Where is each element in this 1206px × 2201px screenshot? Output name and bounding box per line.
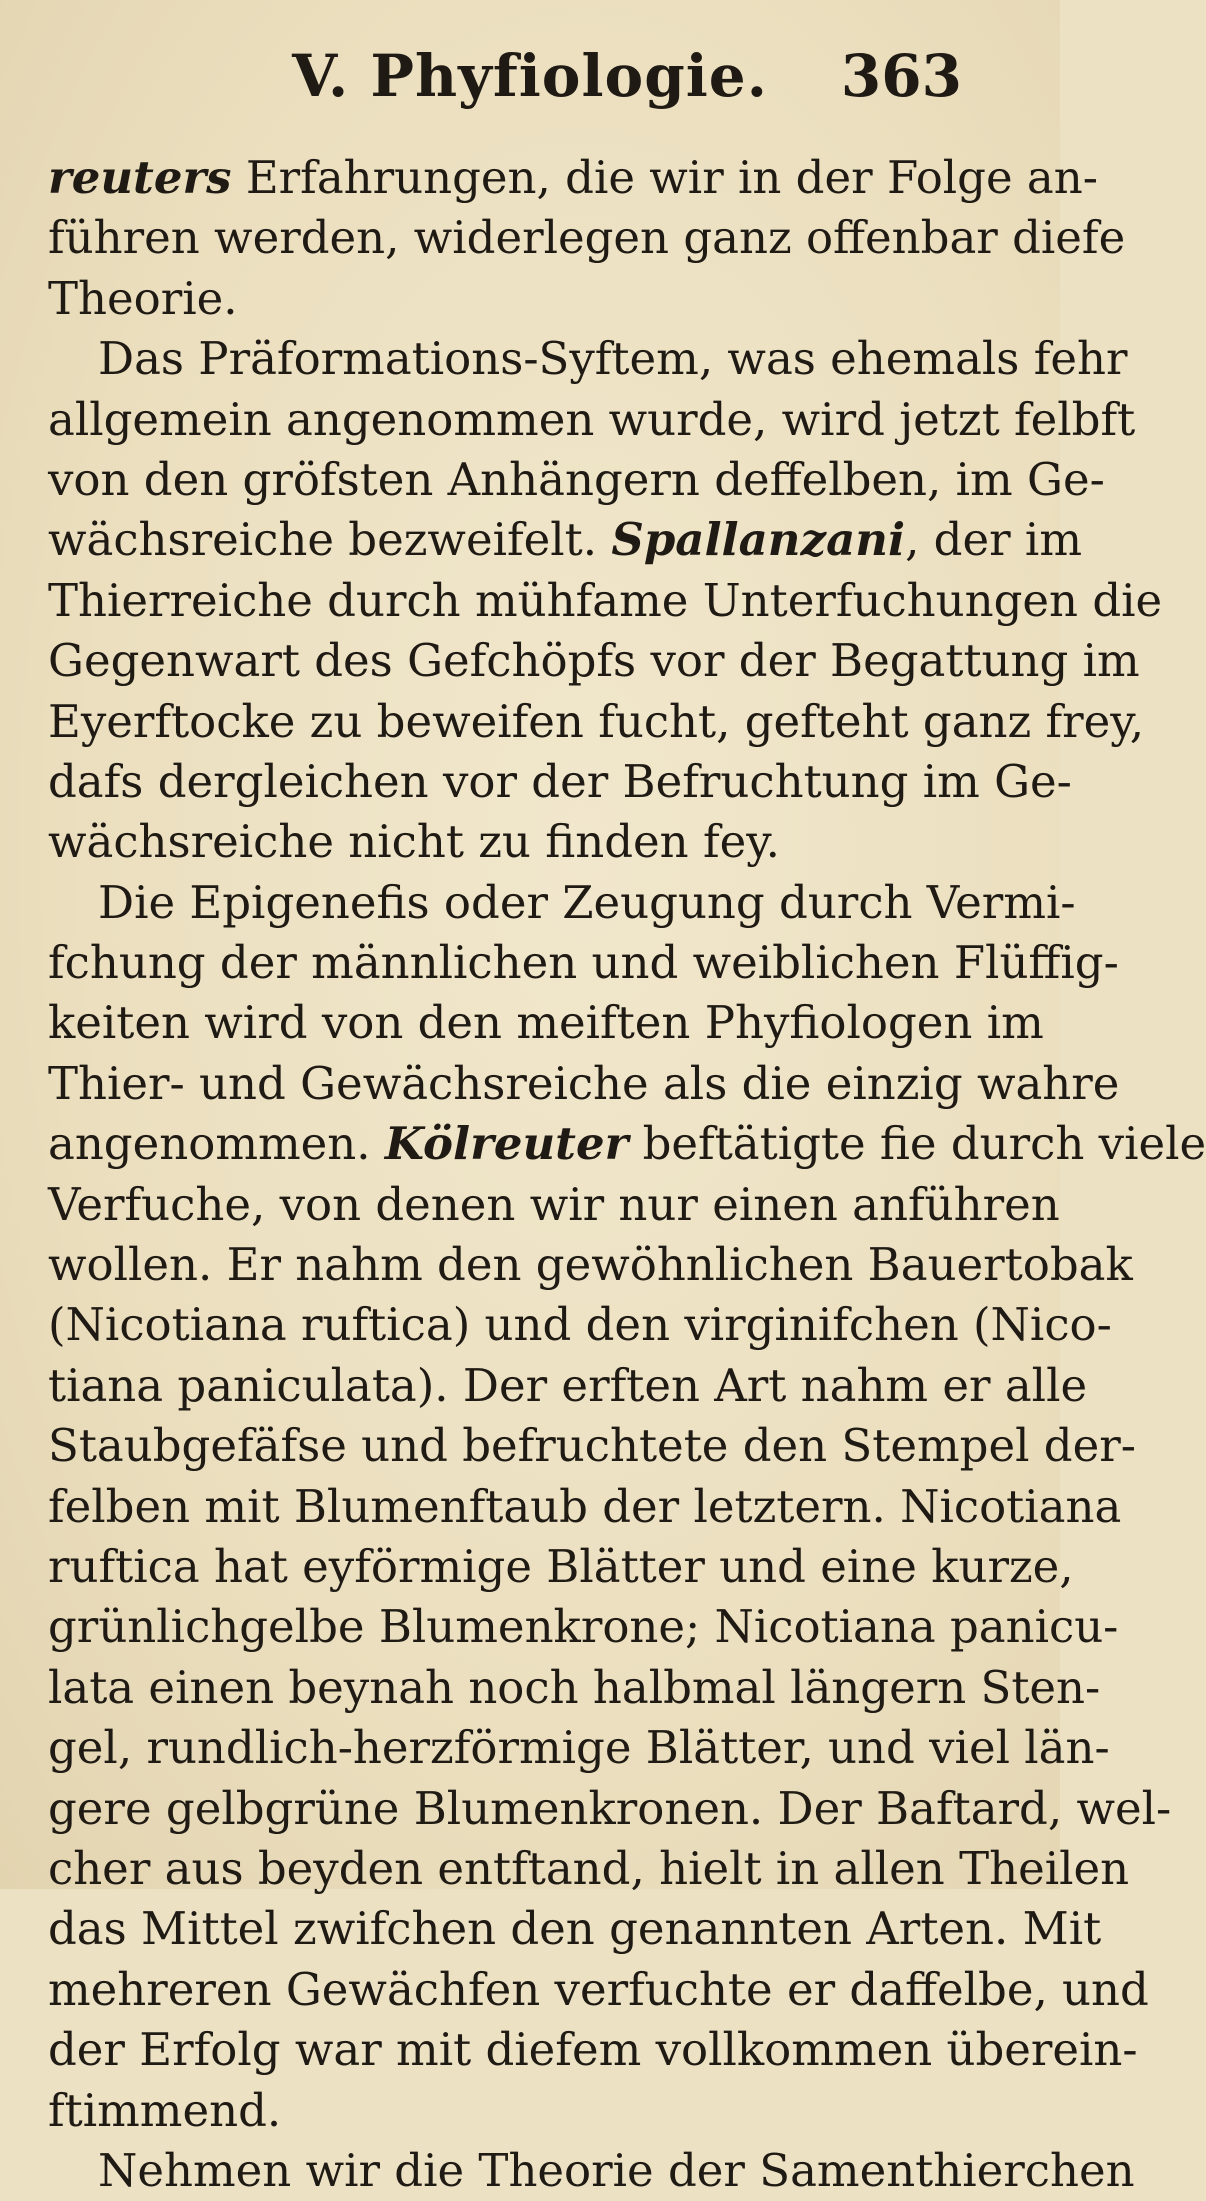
text-segment: allgemein angenommen wurde, wird jetzt felbft: [48, 392, 1136, 446]
text-segment: mehreren Gewächfen verfuchte er daffelbe, und: [48, 1962, 1149, 2016]
text-segment: wollen. Er nahm den gewöhnlichen Bauertobak: [48, 1238, 1133, 1292]
text-segment: Eyerftocke zu beweifen fucht, gefteht ganz frey,: [48, 694, 1145, 748]
text-line: [48, 752, 1072, 812]
text-line: [48, 2020, 1138, 2080]
text-segment: Theorie.: [48, 271, 238, 325]
text-segment: Verfuche, von denen wir nur einen anführen: [48, 1177, 1060, 1231]
text-line: [48, 1477, 1122, 1537]
text-segment: Staubgefäfse und befruchtete den Stempel der-: [48, 1419, 1136, 1473]
text-line: [48, 1899, 1102, 1959]
text-line: [48, 993, 1044, 1053]
text-segment: Die Epigenefis oder Zeugung durch Vermi-: [98, 875, 1076, 929]
text-segment: wächsreiche nicht zu finden fey.: [48, 815, 780, 869]
text-segment: ftimmend.: [48, 2083, 282, 2137]
text-segment: Gegenwart des Gefchöpfs vor der Begattung im: [48, 634, 1140, 688]
italic-name: Kölreuter: [384, 1117, 629, 1171]
text-segment: (Nicotiana ruftica) und den virginifchen (Nico-: [48, 1298, 1112, 1352]
text-line: [48, 1356, 1088, 1416]
text-segment: wächsreiche bezweifelt.: [48, 513, 612, 567]
text-segment: grünlichgelbe Blumenkrone; Nicotiana panicu-: [48, 1600, 1119, 1654]
text-line: [48, 2081, 978, 2141]
running-head: V. Phyfiologie.: [292, 42, 768, 110]
text-segment: ruftica hat eyförmige Blätter und eine kurze,: [48, 1539, 1074, 1593]
italic-name: reuters: [48, 151, 232, 204]
text-segment: , der im: [905, 513, 1082, 567]
text-line: [48, 329, 1128, 389]
text-segment: führen werden, widerlegen ganz offenbar diefe: [48, 211, 1126, 265]
text-segment: das Mittel zwifchen den genannten Arten. Mit: [48, 1902, 1102, 1956]
text-line: [48, 571, 1163, 631]
text-line: [48, 1718, 1110, 1778]
text-line: [48, 148, 1098, 208]
text-line: [48, 873, 1076, 933]
text-line: [48, 1295, 1112, 1355]
text-segment: der Erfolg war mit diefem vollkommen überein-: [48, 2023, 1138, 2077]
text-line: [48, 1537, 1074, 1597]
text-segment: lata einen beynah noch halbmal längern Sten-: [48, 1660, 1101, 1714]
text-segment: dafs dergleichen vor der Befruchtung im Ge-: [48, 754, 1072, 808]
page-number: 363: [840, 42, 962, 110]
text-segment: gere gelbgrüne Blumenkronen. Der Baftard, wel-: [48, 1781, 1172, 1835]
page-header: [0, 42, 1060, 112]
text-line: [48, 812, 978, 872]
text-line: [48, 1114, 1206, 1174]
text-segment: Thierreiche durch mühfame Unterfuchungen die: [48, 573, 1163, 627]
text-segment: Das Präformations-Syftem, was ehemals fehr: [98, 332, 1128, 386]
text-line: [48, 208, 1126, 268]
text-segment: Nehmen wir die Theorie der Samenthierchen: [98, 2143, 1135, 2197]
text-line: [48, 1960, 1149, 2020]
text-segment: felben mit Blumenftaub der letztern. Nicotiana: [48, 1479, 1122, 1533]
text-line: [48, 1658, 1101, 1718]
text-line: [48, 1235, 1133, 1295]
text-line: [48, 1054, 1120, 1114]
text-line: [48, 269, 978, 329]
text-segment: angenommen.: [48, 1117, 385, 1171]
text-line: [48, 450, 1105, 510]
text-line: [48, 933, 1119, 993]
text-line: [48, 2141, 1135, 2201]
text-line: [48, 1175, 1060, 1235]
text-segment: tiana paniculata). Der erften Art nahm er alle: [48, 1358, 1088, 1412]
text-line: [48, 390, 1136, 450]
text-segment: fchung der männlichen und weiblichen Flüffig-: [48, 936, 1119, 990]
italic-name: Spallanzani: [611, 513, 906, 567]
text-line: [48, 1416, 1136, 1476]
text-segment: keiten wird von den meiften Phyfiologen im: [48, 996, 1044, 1050]
text-segment: beftätigte fie durch viele: [628, 1117, 1206, 1171]
text-line: [48, 631, 1140, 691]
text-line: [48, 1839, 1130, 1899]
text-line: [48, 1597, 1119, 1657]
text-segment: gel, rundlich-herzförmige Blätter, und viel län-: [48, 1721, 1110, 1775]
text-segment: von den gröfsten Anhängern deffelben, im Ge-: [48, 452, 1105, 506]
text-line: [48, 510, 1082, 570]
text-segment: cher aus beyden entftand, hielt in allen Theilen: [48, 1841, 1130, 1895]
text-segment: Thier- und Gewächsreiche als die einzig wahre: [48, 1056, 1120, 1110]
text-line: [48, 692, 1145, 752]
text-line: [48, 1779, 1172, 1839]
text-segment: Erfahrungen, die wir in der Folge an-: [231, 151, 1098, 204]
body-text: [48, 148, 1206, 2201]
